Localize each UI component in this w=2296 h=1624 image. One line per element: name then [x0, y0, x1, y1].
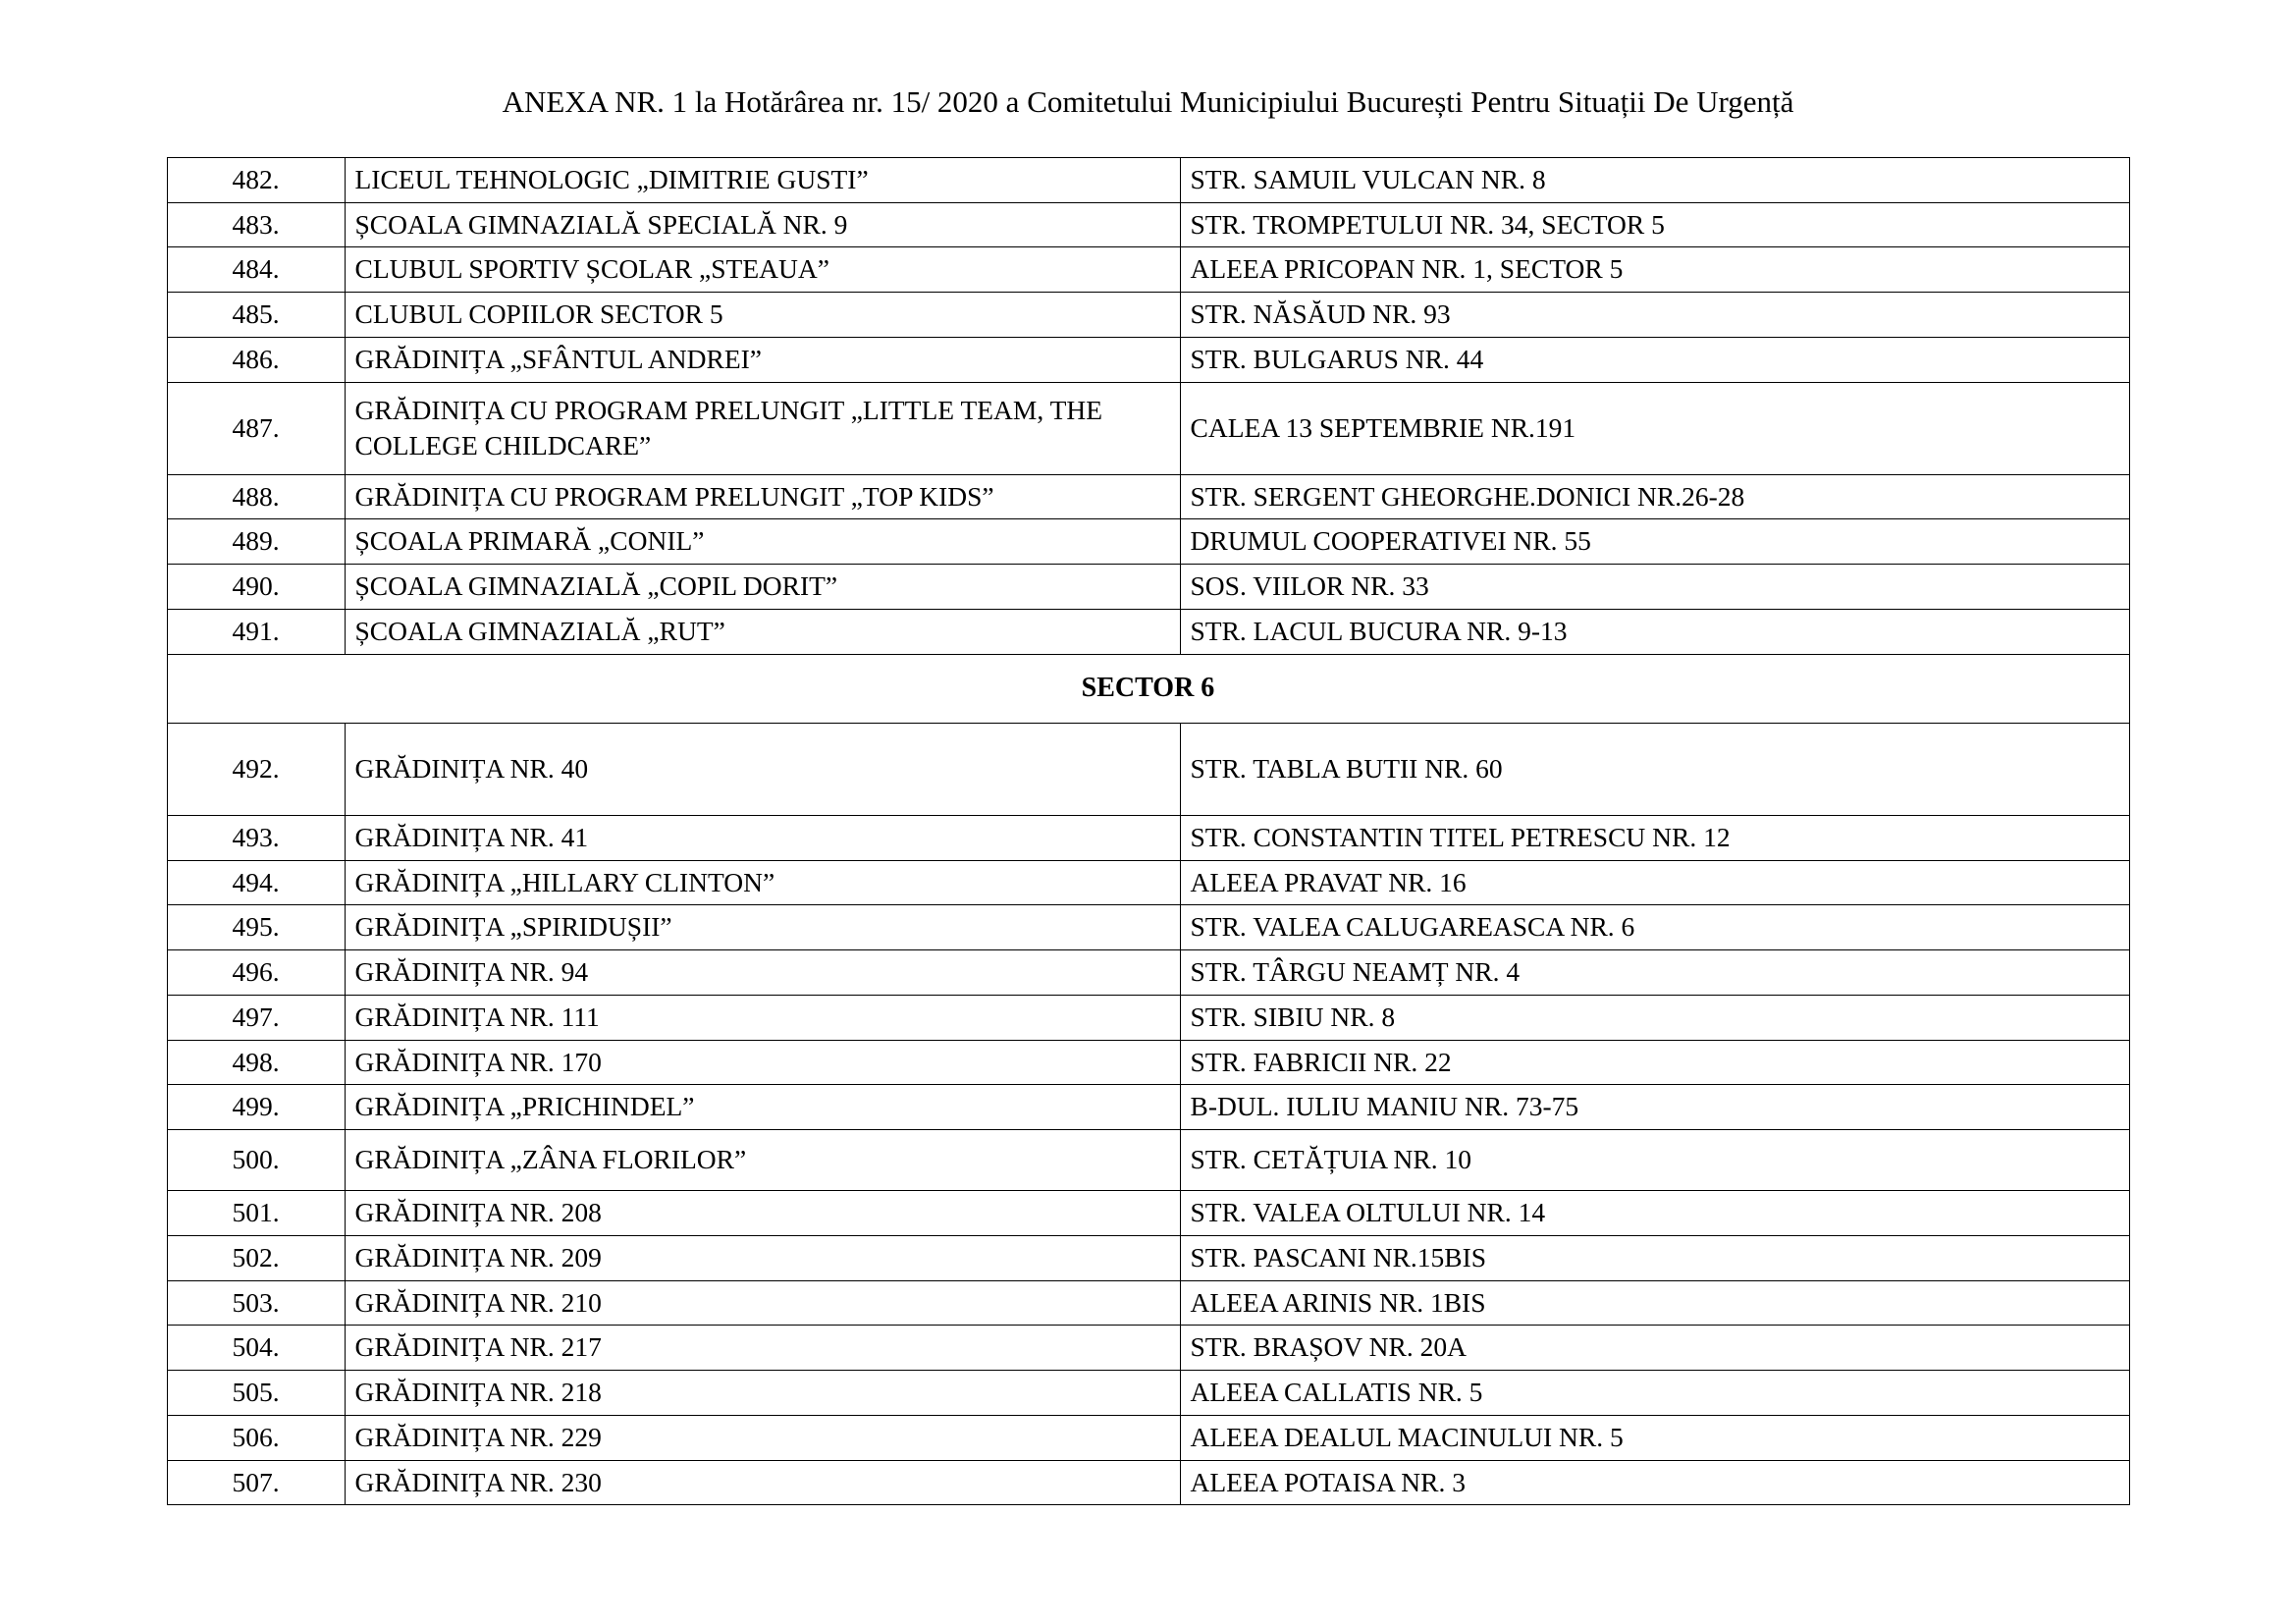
row-index: 489. [167, 519, 345, 565]
section-label: SECTOR 6 [167, 654, 2129, 723]
institution-address: STR. NĂSĂUD NR. 93 [1180, 293, 2129, 338]
institution-address: ALEEA PRICOPAN NR. 1, SECTOR 5 [1180, 247, 2129, 293]
institution-address: STR. CETĂȚUIA NR. 10 [1180, 1130, 2129, 1191]
table-row [167, 202, 2129, 247]
institution-name: GRĂDINIȚA NR. 209 [345, 1235, 1180, 1280]
institution-address: ALEEA ARINIS NR. 1BIS [1180, 1280, 2129, 1326]
institution-name: GRĂDINIȚA CU PROGRAM PRELUNGIT „TOP KIDS” [345, 474, 1180, 519]
row-index: 490. [167, 565, 345, 610]
institution-name: GRĂDINIȚA NR. 41 [345, 815, 1180, 860]
table-row [167, 995, 2129, 1040]
row-index: 507. [167, 1460, 345, 1505]
institution-name: GRĂDINIȚA „SFÂNTUL ANDREI” [345, 337, 1180, 382]
row-index: 484. [167, 247, 345, 293]
row-index: 502. [167, 1235, 345, 1280]
institution-address: DRUMUL COOPERATIVEI NR. 55 [1180, 519, 2129, 565]
table-row [167, 1415, 2129, 1460]
table-row [167, 293, 2129, 338]
institution-name: GRĂDINIȚA NR. 208 [345, 1191, 1180, 1236]
row-index: 496. [167, 950, 345, 996]
row-index: 492. [167, 723, 345, 815]
institution-name: CLUBUL SPORTIV ȘCOLAR „STEAUA” [345, 247, 1180, 293]
table-row [167, 950, 2129, 996]
table-row [167, 1191, 2129, 1236]
institution-address: B-DUL. IULIU MANIU NR. 73-75 [1180, 1085, 2129, 1130]
institution-address: STR. LACUL BUCURA NR. 9-13 [1180, 609, 2129, 654]
institution-name: GRĂDINIȚA CU PROGRAM PRELUNGIT „LITTLE TEAM, THE COLLEGE CHILDCARE” [345, 382, 1180, 474]
institution-name: ȘCOALA GIMNAZIALĂ „COPIL DORIT” [345, 565, 1180, 610]
institution-name: CLUBUL COPIILOR SECTOR 5 [345, 293, 1180, 338]
table-body [167, 157, 2129, 1505]
row-index: 494. [167, 860, 345, 905]
institution-address: STR. TROMPETULUI NR. 34, SECTOR 5 [1180, 202, 2129, 247]
table-row [167, 1040, 2129, 1085]
institution-address: STR. PASCANI NR.15BIS [1180, 1235, 2129, 1280]
institution-address: STR. BULGARUS NR. 44 [1180, 337, 2129, 382]
institution-address: STR. VALEA OLTULUI NR. 14 [1180, 1191, 2129, 1236]
institution-address: STR. CONSTANTIN TITEL PETRESCU NR. 12 [1180, 815, 2129, 860]
institution-name: GRĂDINIȚA NR. 40 [345, 723, 1180, 815]
row-index: 485. [167, 293, 345, 338]
institution-name: ȘCOALA GIMNAZIALĂ SPECIALĂ NR. 9 [345, 202, 1180, 247]
institution-name: GRĂDINIȚA „HILLARY CLINTON” [345, 860, 1180, 905]
table-row [167, 1371, 2129, 1416]
row-index: 486. [167, 337, 345, 382]
table-row [167, 860, 2129, 905]
table-row [167, 1085, 2129, 1130]
institution-address: STR. FABRICII NR. 22 [1180, 1040, 2129, 1085]
institution-address: STR. TÂRGU NEAMȚ NR. 4 [1180, 950, 2129, 996]
row-index: 498. [167, 1040, 345, 1085]
row-index: 482. [167, 157, 345, 202]
institution-address: STR. SIBIU NR. 8 [1180, 995, 2129, 1040]
institution-address: STR. SERGENT GHEORGHE.DONICI NR.26-28 [1180, 474, 2129, 519]
table-row [167, 905, 2129, 950]
institution-address: ALEEA CALLATIS NR. 5 [1180, 1371, 2129, 1416]
institution-address: STR. VALEA CALUGAREASCA NR. 6 [1180, 905, 2129, 950]
row-index: 488. [167, 474, 345, 519]
row-index: 495. [167, 905, 345, 950]
row-index: 504. [167, 1326, 345, 1371]
institution-address: STR. BRAȘOV NR. 20A [1180, 1326, 2129, 1371]
institution-name: GRĂDINIȚA „ZÂNA FLORILOR” [345, 1130, 1180, 1191]
table-row [167, 1326, 2129, 1371]
page-title: ANEXA NR. 1 la Hotărârea nr. 15/ 2020 a Comitetului Municipiului București Pentru Situații De Urgență [502, 84, 1794, 119]
institution-name: GRĂDINIȚA NR. 111 [345, 995, 1180, 1040]
institution-name: GRĂDINIȚA „PRICHINDEL” [345, 1085, 1180, 1130]
institution-name: GRĂDINIȚA NR. 94 [345, 950, 1180, 996]
table-section-row [167, 654, 2129, 723]
table-row [167, 157, 2129, 202]
institution-address: ALEEA DEALUL MACINULUI NR. 5 [1180, 1415, 2129, 1460]
institution-name: GRĂDINIȚA „SPIRIDUȘII” [345, 905, 1180, 950]
table-row [167, 519, 2129, 565]
row-index: 483. [167, 202, 345, 247]
row-index: 493. [167, 815, 345, 860]
row-index: 500. [167, 1130, 345, 1191]
institution-name: GRĂDINIȚA NR. 217 [345, 1326, 1180, 1371]
row-index: 503. [167, 1280, 345, 1326]
institution-name: GRĂDINIȚA NR. 170 [345, 1040, 1180, 1085]
institutions-table [167, 157, 2130, 1506]
institution-name: GRĂDINIȚA NR. 218 [345, 1371, 1180, 1416]
institution-address: STR. SAMUIL VULCAN NR. 8 [1180, 157, 2129, 202]
institution-address: SOS. VIILOR NR. 33 [1180, 565, 2129, 610]
institution-name: GRĂDINIȚA NR. 230 [345, 1460, 1180, 1505]
table-row [167, 1460, 2129, 1505]
institution-name: ȘCOALA PRIMARĂ „CONIL” [345, 519, 1180, 565]
row-index: 497. [167, 995, 345, 1040]
table-row [167, 565, 2129, 610]
table-row [167, 247, 2129, 293]
row-index: 491. [167, 609, 345, 654]
table-row [167, 474, 2129, 519]
row-index: 501. [167, 1191, 345, 1236]
row-index: 499. [167, 1085, 345, 1130]
institution-name: LICEUL TEHNOLOGIC „DIMITRIE GUSTI” [345, 157, 1180, 202]
table-row [167, 337, 2129, 382]
row-index: 505. [167, 1371, 345, 1416]
table-row [167, 1280, 2129, 1326]
table-row [167, 609, 2129, 654]
institution-name: GRĂDINIȚA NR. 229 [345, 1415, 1180, 1460]
table-row [167, 815, 2129, 860]
table-row [167, 1235, 2129, 1280]
institution-address: STR. TABLA BUTII NR. 60 [1180, 723, 2129, 815]
institution-name: ȘCOALA GIMNAZIALĂ „RUT” [345, 609, 1180, 654]
row-index: 487. [167, 382, 345, 474]
institution-address: ALEEA PRAVAT NR. 16 [1180, 860, 2129, 905]
table-row [167, 723, 2129, 815]
institution-name: GRĂDINIȚA NR. 210 [345, 1280, 1180, 1326]
institution-address: CALEA 13 SEPTEMBRIE NR.191 [1180, 382, 2129, 474]
table-row [167, 1130, 2129, 1191]
table-row [167, 382, 2129, 474]
row-index: 506. [167, 1415, 345, 1460]
institution-address: ALEEA POTAISA NR. 3 [1180, 1460, 2129, 1505]
